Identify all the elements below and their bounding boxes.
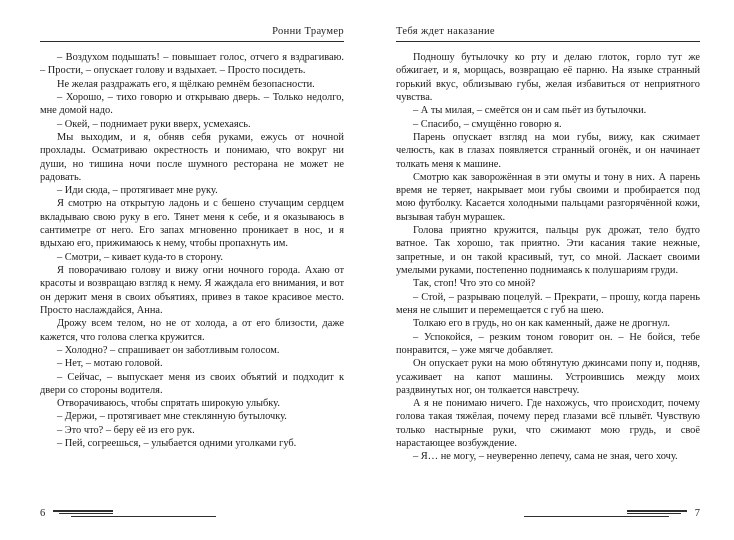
ornament-rule-long	[71, 516, 216, 517]
paragraph: Смотрю как заворожённая в эти омуты и тону в них. А парень время не теряет, накрывает мои губы своими и пробирается под мою футболку. Касается холодными пальцами разгорячённой кожи, вызывая табун мурашек.	[396, 171, 700, 223]
paragraph: Мы выходим, и я, обняв себя руками, ежусь от ночной прохлады. Осматриваю окрестность и понимаю, что вокруг ни души, но тишина ночи после шумного ресторана не может не радовать.	[40, 131, 344, 183]
paragraph: – Пей, согреешься, – улыбается одними уголками губ.	[57, 438, 297, 450]
running-head-recto: Тебя ждет наказание	[396, 26, 495, 37]
ornament-rule-middle	[59, 513, 113, 514]
paragraph: – Успокойся, – резким тоном говорит он. – Не бойся, тебе понравится, – уже мягче добавляет.	[396, 331, 700, 356]
paragraph: – Сейчас, – выпускает меня из своих объятий и подходит к двери со стороны водителя.	[40, 371, 344, 396]
header-rule-recto	[396, 41, 700, 42]
paragraph: Он опускает руки на мою обтянутую джинсами попу и, подняв, усаживает на капот машины. Устроившись между моих раздвинутых ног, он толкается навстречу.	[396, 358, 700, 396]
paragraph: – Хорошо, – тихо говорю и открываю дверь. – Только недолго, мне домой надо.	[40, 91, 344, 117]
page-number-verso: 6	[40, 507, 46, 519]
paragraph: – Иди сюда, – протягивает мне руку.	[57, 185, 218, 197]
paragraph: – Спасибо, – смущённо говорю я.	[413, 118, 562, 130]
ornament-rule-long	[524, 516, 669, 517]
ornament-rule-upper	[53, 510, 113, 512]
footer-ornament-recto	[396, 508, 695, 520]
footer-ornament-verso	[45, 508, 344, 520]
page-number-recto: 7	[694, 507, 700, 519]
body-text-recto	[396, 51, 700, 464]
paragraph: – Я… не могу, – неуверенно лепечу, сама не зная, чего хочу.	[413, 451, 678, 463]
paragraph: Отворачиваюсь, чтобы спрятать широкую улыбку.	[57, 398, 280, 410]
paragraph: – Стой, – разрываю поцелуй. – Прекрати, – прошу, когда парень меня не слышит и перемещается с губ на шею.	[396, 291, 700, 316]
paragraph: Голова приятно кружится, пальцы рук дрожат, тело будто ватное. Так хорошо, так приятно. Эти касания такие нежные, запретные, и он такой красивый, тут, со мной. Ласкает своими умелыми руками, постепенно поднимаясь к полушариям груди.	[396, 225, 700, 276]
paragraph: Так, стоп! Что это со мной?	[413, 278, 536, 290]
paragraph: Подношу бутылочку ко рту и делаю глоток, горло тут же обжигает, и я, морщась, возвращаю её парню. На языке странный горький вкус, облизываю губы, желая избавиться от неприятного чувства.	[396, 52, 700, 103]
paragraph: Парень опускает взгляд на мои губы, вижу, как сжимает челюсть, как в глазах появляется странный огонёк, и он начинает толкать меня к машине.	[396, 131, 700, 170]
paragraph: – А ты милая, – смеётся он и сам пьёт из бутылочки.	[413, 105, 647, 117]
paragraph: – Это что? – беру её из его рук.	[57, 424, 195, 436]
paragraph: Дрожу всем телом, но не от холода, а от его близости, даже кажется, что голова слегка кружится.	[40, 318, 344, 343]
footer-verso	[40, 507, 344, 521]
paragraph: Я смотрю на открытую ладонь и с бешено стучащим сердцем вкладываю свою руку в его. Тянет меня к себе, и я оказываюсь в сантиметре от него. Его запах мгновенно проникает в нос, и я вдыхаю его, прижимаюсь к нему, чтобы пропахнуть им.	[40, 198, 344, 250]
paragraph: Не желая раздражать его, я щёлкаю ремнём безопасности.	[57, 78, 315, 90]
header-rule-verso	[40, 41, 344, 42]
paragraph: – Держи, – протягивает мне стеклянную бутылочку.	[57, 411, 287, 423]
running-head-verso: Ронни Траумер	[272, 26, 344, 37]
ornament-rule-upper	[627, 510, 687, 512]
paragraph: – Нет, – мотаю головой.	[57, 358, 163, 370]
footer-recto	[396, 507, 700, 521]
ornament-rule-middle	[627, 513, 681, 514]
paragraph: – Воздухом подышать! – повышает голос, отчего я вздрагиваю. – Прости, – опускает голову и вздыхает. – Просто посидеть.	[40, 52, 344, 77]
paragraph: А я не понимаю ничего. Где нахожусь, что происходит, почему голова такая тяжёлая, почему перед глазами всё плывёт. Чувствую только настырные руки, что сжимают мою грудь, и своё нарастающее возбуждение.	[396, 398, 700, 450]
paragraph: Толкаю его в грудь, но он как каменный, даже не дрогнул.	[413, 318, 671, 330]
paragraph: – Окей, – поднимает руки вверх, усмехаясь.	[57, 118, 251, 130]
body-text-verso	[40, 51, 344, 450]
paragraph: – Смотри, – кивает куда-то в сторону.	[57, 251, 223, 263]
paragraph: – Холодно? – спрашивает он заботливым голосом.	[57, 344, 280, 356]
paragraph: Я поворачиваю голову и вижу огни ночного города. Ахаю от красоты и возвращаю взгляд к нему. Я жаждала его внимания, и вот он держит меня в своих объятиях, привез в такое красивое место. Просто наслаждайся, Анна.	[40, 265, 344, 316]
page-recto	[367, 0, 734, 540]
